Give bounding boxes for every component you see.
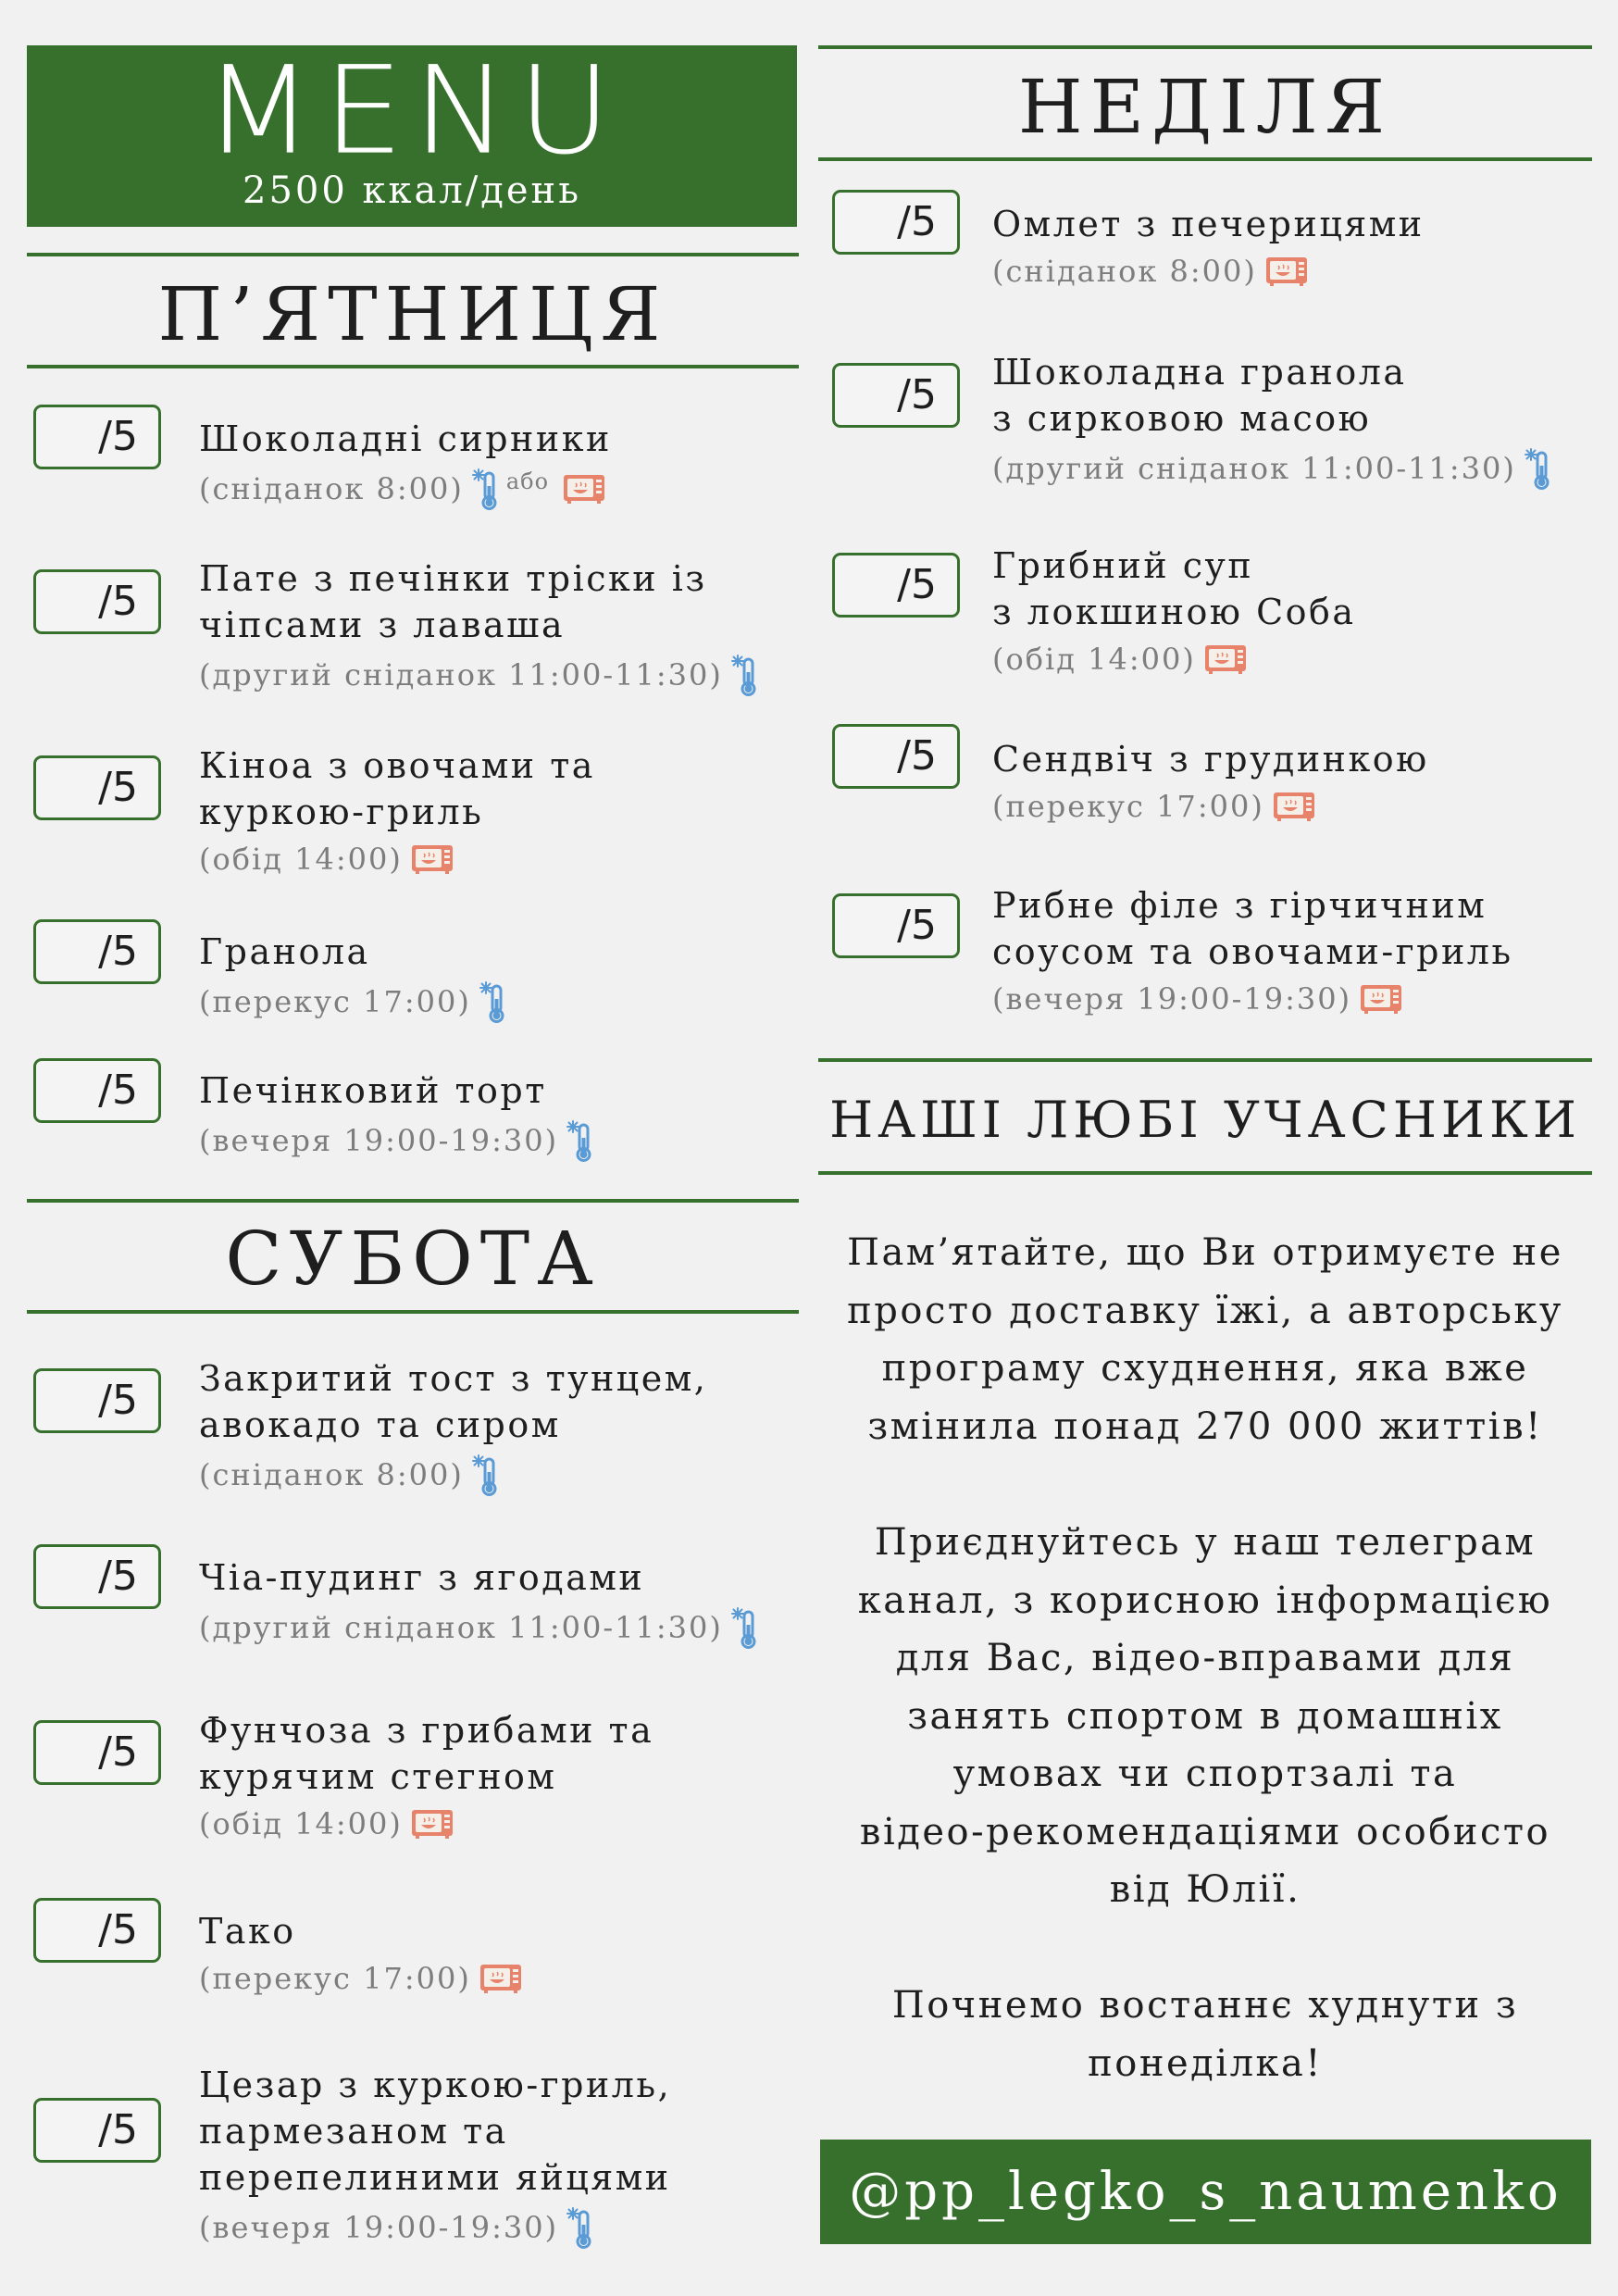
menu-item [992,201,1425,290]
paragraph-line: Пам’ятайте, що Ви отримуєте не [847,1231,1563,1274]
meal-time-label: (вечеря 19:00-19:30) [199,1123,559,1158]
meal-time [199,2206,671,2249]
meal-time [992,253,1425,290]
menu-item [199,1908,523,1997]
fridge-icon [479,980,506,1023]
dish-name: Шоколадна гранола [992,352,1407,393]
meal-time-label: (перекус 17:00) [199,984,471,1019]
rating-box[interactable]: /5 [832,893,960,958]
telegram-handle[interactable]: @pp_legko_s_naumenko [820,2140,1591,2244]
rating-box[interactable]: /5 [832,553,960,618]
members-paragraph-3 [818,1977,1592,2092]
menu-item [992,543,1356,678]
dish-name: Пате з печінки тріски із [199,558,707,599]
fridge-icon [730,654,758,696]
paragraph-line: просто доставку їжі, а авторську [847,1289,1563,1332]
meal-time [199,841,595,878]
meal-time [199,1960,523,1997]
friday-top-rule [27,253,799,256]
meal-time [992,641,1356,678]
meal-time-label: (обід 14:00) [992,642,1196,677]
meal-time [199,1119,593,1162]
dish-name: Гранола [199,931,370,972]
members-paragraph-1 [818,1224,1592,1455]
paragraph-line: Почнемо востаннє худнути з [891,1984,1519,2027]
menu-item [992,736,1429,825]
dish-name: Закритий тост з тунцем, [199,1358,708,1399]
microwave-icon [562,472,606,505]
menu-item [199,1554,758,1649]
or-label: або [505,468,550,494]
menu-item [199,1707,653,1842]
dish-name: з локшиною Соба [992,592,1356,632]
rating-box[interactable]: /5 [33,755,161,820]
meal-time [199,468,612,510]
rating-box[interactable]: /5 [33,1898,161,1963]
saturday-bottom-rule [27,1310,799,1314]
members-heading: НАШІ ЛЮБІ УЧАСНИКИ [829,1091,1581,1149]
menu-title: MENU [203,40,621,181]
menu-item [199,742,595,878]
meal-time-label: (сніданок 8:00) [992,254,1257,289]
dish-name: Омлет з печерицями [992,204,1425,244]
meal-time-label: (вечеря 19:00-19:30) [992,981,1352,1017]
paragraph-line: умовах чи спортзалі та [952,1753,1458,1795]
paragraph-line: відео-рекомендаціями особисто [859,1810,1551,1853]
dish-name: соусом та овочами-гриль [992,931,1513,972]
menu-banner [27,40,797,227]
dish-name: Тако [199,1911,296,1952]
dish-name: пармезаном та [199,2111,508,2152]
microwave-icon [1203,643,1248,676]
rating-box[interactable]: /5 [33,2098,161,2163]
meal-time [199,1805,653,1842]
dish-name: чіпсами з лаваша [199,605,566,645]
paragraph-line: понеділка! [1088,2041,1323,2085]
members-top-rule [818,1058,1592,1062]
dish-name: Рибне філе з гірчичним [992,885,1487,926]
fridge-icon [566,1119,593,1162]
rating-box[interactable]: /5 [33,919,161,984]
menu-item [199,1355,707,1496]
meal-time [199,654,758,696]
rating-box[interactable]: /5 [33,1058,161,1123]
dish-name: Сендвіч з грудинкою [992,739,1429,780]
sunday-heading: НЕДІЛЯ [1017,64,1393,150]
rating-box[interactable]: /5 [33,1720,161,1785]
paragraph-line: змінила понад 270 000 життів! [867,1404,1543,1448]
sunday-top-rule [818,45,1592,49]
dish-name: авокадо та сиром [199,1404,561,1445]
meal-time-label: (вечеря 19:00-19:30) [199,2210,559,2245]
meal-time-label: (обід 14:00) [199,1806,403,1841]
paragraph-line: Приєднуйтесь у наш телеграм [874,1521,1537,1564]
meal-time-label: (перекус 17:00) [199,1961,471,1996]
dish-name: Фунчоза з грибами та [199,1710,654,1751]
rating-box[interactable]: /5 [832,724,960,789]
meal-time [992,447,1551,490]
saturday-heading: СУБОТА [225,1216,601,1302]
microwave-icon [479,1962,523,1995]
dish-name: курячим стегном [199,1756,557,1797]
microwave-icon [410,1807,454,1841]
dish-name: Печінковий торт [199,1070,547,1111]
meal-time-label: (обід 14:00) [199,842,403,877]
rating-box[interactable]: /5 [33,1544,161,1609]
meal-time-label: (сніданок 8:00) [199,1457,464,1492]
meal-time-label: (другий сніданок 11:00-11:30) [199,657,723,693]
members-paragraph-2 [818,1514,1592,1919]
paragraph-line: програму схуднення, яка вже [881,1347,1529,1390]
rating-box[interactable]: /5 [33,405,161,469]
menu-item [199,2062,671,2249]
microwave-icon [410,842,454,876]
meal-time [199,1454,707,1496]
dish-name: з сирковою масою [992,398,1372,439]
rating-box[interactable]: /5 [33,1368,161,1433]
meal-time [199,1606,758,1649]
fridge-icon [730,1606,758,1649]
dish-name: Шоколадні сирники [199,418,612,459]
paragraph-line: канал, з корисною інформацією [857,1578,1553,1622]
meal-time-label: (перекус 17:00) [992,789,1264,824]
menu-item [199,555,758,696]
meal-time-label: (сніданок 8:00) [199,471,464,506]
fridge-icon [471,1454,499,1496]
microwave-icon [1359,982,1403,1016]
members-bottom-rule [818,1171,1592,1175]
dish-name: Чіа-пудинг з ягодами [199,1557,645,1598]
paragraph-line: від Юлії. [1109,1868,1301,1911]
paragraph-line: занять спортом в домашніх [907,1694,1503,1738]
saturday-top-rule [27,1199,799,1203]
fridge-icon [566,2206,593,2249]
menu-item [199,1067,593,1162]
dish-name: перепелиними яйцями [199,2157,671,2198]
microwave-icon [1272,790,1316,823]
fridge-icon [471,468,499,510]
meal-time-label: (другий сніданок 11:00-11:30) [199,1610,723,1645]
sunday-bottom-rule [818,157,1592,161]
menu-item [992,882,1513,1017]
dish-name: куркою-гриль [199,792,484,832]
rating-box[interactable]: /5 [33,569,161,634]
rating-box[interactable]: /5 [832,190,960,255]
menu-item [992,349,1551,490]
menu-item [199,416,612,510]
dish-name: Цезар з куркою-гриль, [199,2065,672,2105]
rating-box[interactable]: /5 [832,363,960,428]
friday-bottom-rule [27,365,799,368]
dish-name: Кіноа з овочами та [199,745,595,786]
paragraph-line: для Вас, відео-вправами для [895,1637,1515,1679]
calories-subtitle: 2500 ккал/день [243,169,581,212]
microwave-icon [1264,255,1309,288]
meal-time [992,788,1429,825]
friday-heading: П’ЯТНИЦЯ [157,271,668,357]
meal-time [992,980,1513,1017]
meal-time-label: (другий сніданок 11:00-11:30) [992,451,1516,486]
dish-name: Грибний суп [992,545,1254,586]
meal-time [199,980,506,1023]
menu-item [199,929,506,1023]
fridge-icon [1524,447,1551,490]
